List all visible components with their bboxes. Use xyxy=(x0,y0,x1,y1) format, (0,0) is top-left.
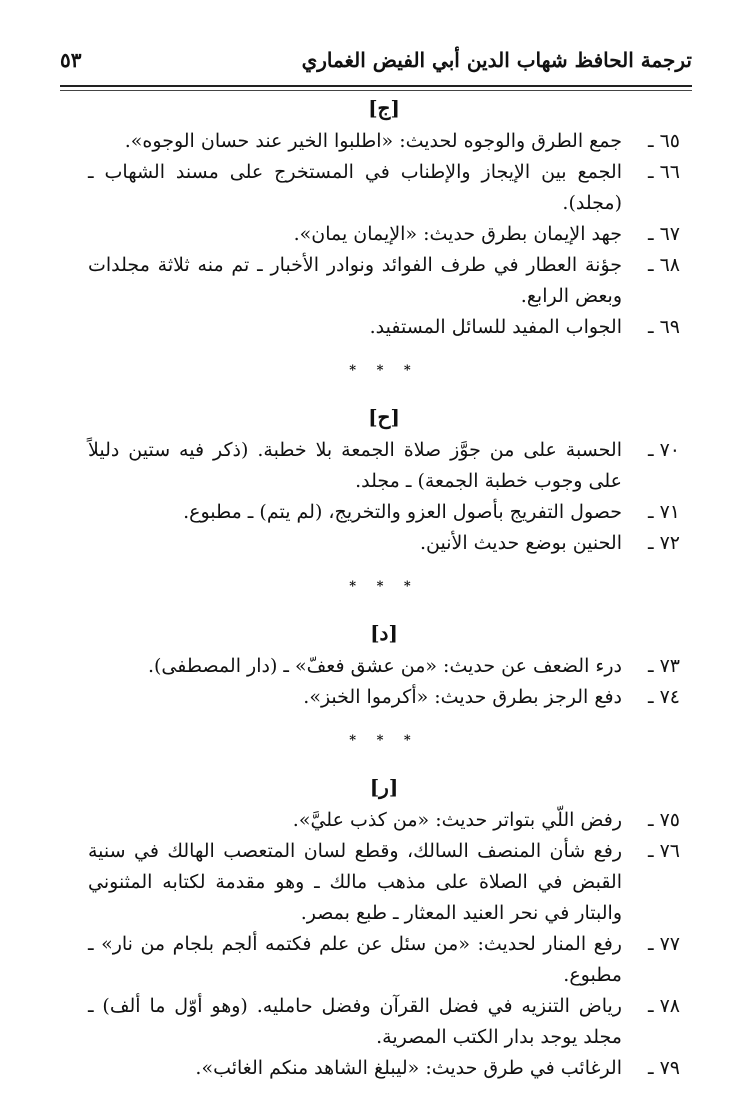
entry-text: جمع الطرق والوجوه لحديث: «اطلبوا الخير عند حسان الوجوه». xyxy=(124,130,622,152)
list-item xyxy=(88,836,680,929)
entry-text: الحنين بوضع حديث الأنين. xyxy=(419,532,622,554)
page-body xyxy=(88,90,680,1084)
list-item xyxy=(88,991,680,1053)
page-header xyxy=(60,38,692,82)
entry-number: ٦٧ ـ xyxy=(647,223,680,245)
list-item xyxy=(88,651,680,682)
entry-text: الرغائب في طرق حديث: «ليبلغ الشاهد منكم الغائب». xyxy=(195,1057,622,1079)
entry-text: الجمع بين الإيجاز والإطناب في المستخرج على مسند الشهاب ـ (مجلد). xyxy=(88,161,622,214)
list-item xyxy=(88,528,680,559)
running-title: ترجمة الحافظ شهاب الدين أبي الفيض الغماري xyxy=(301,48,692,72)
entry-number: ٧٠ ـ xyxy=(647,439,680,461)
entry-text: الحسبة على من جوَّز صلاة الجمعة بلا خطبة. (ذكر فيه ستين دليلاً على وجوب خطبة الجمعة) ـ مجلد. xyxy=(88,439,622,492)
list-item xyxy=(88,497,680,528)
entry-number: ٦٦ ـ xyxy=(647,161,680,183)
entry-text: حصول التفريج بأصول العزو والتخريج، (لم يتم) ـ مطبوع. xyxy=(183,501,622,523)
list-item xyxy=(88,1053,680,1084)
list-item xyxy=(88,157,680,219)
entry-number: ٧٤ ـ xyxy=(647,686,680,708)
entry-number: ٧٥ ـ xyxy=(647,809,680,831)
entry-text: جهد الإيمان بطرق حديث: «الإيمان يمان». xyxy=(293,223,622,245)
list-item xyxy=(88,250,680,312)
entry-number: ٧٦ ـ xyxy=(647,840,680,862)
entry-number: ٦٥ ـ xyxy=(647,130,680,152)
entry-text: الجواب المفيد للسائل المستفيد. xyxy=(369,316,622,338)
section-separator: * * * xyxy=(349,733,419,748)
list-item xyxy=(88,682,680,713)
header-rule xyxy=(60,85,692,87)
entry-number: ٧٨ ـ xyxy=(647,995,680,1017)
entry-number: ٧٣ ـ xyxy=(647,655,680,677)
entry-number: ٧٩ ـ xyxy=(647,1057,680,1079)
entry-text: دفع الرجز بطرق حديث: «أكرموا الخبز». xyxy=(303,686,622,708)
entry-text: رفع شأن المنصف السالك، وقطع لسان المتعصب الهالك في سنية القبض في الصلاة على مذهب مالك ـ وهو مقدمة لكتابه المثنوني والبتار في نحر العنيد المعثار ـ طبع بمصر. xyxy=(88,840,622,924)
section-heading-dal: [د] xyxy=(370,621,398,645)
entry-text: رفض اللّي بتواتر حديث: «من كذب عليَّ». xyxy=(292,809,622,831)
section-separator: * * * xyxy=(349,579,419,594)
list-item xyxy=(88,435,680,497)
list-item xyxy=(88,929,680,991)
entry-text: رفع المنار لحديث: «من سئل عن علم فكتمه ألجم بلجام من نار» ـ مطبوع. xyxy=(88,933,622,986)
entry-text: جؤنة العطار في طرف الفوائد ونوادر الأخبار ـ تم منه ثلاثة مجلدات وبعض الرابع. xyxy=(88,254,622,307)
entry-text: درء الضعف عن حديث: «من عشق فعفّ» ـ (دار المصطفى). xyxy=(147,655,622,677)
entry-number: ٦٨ ـ xyxy=(647,254,680,276)
entry-number: ٧١ ـ xyxy=(647,501,680,523)
list-item xyxy=(88,219,680,250)
entry-number: ٧٢ ـ xyxy=(647,532,680,554)
entry-number: ٦٩ ـ xyxy=(647,316,680,338)
section-separator: * * * xyxy=(349,363,419,378)
section-heading-jim: [ج] xyxy=(368,96,400,120)
section-heading-ha: [ح] xyxy=(368,405,400,429)
list-item xyxy=(88,312,680,343)
entry-number: ٧٧ ـ xyxy=(647,933,680,955)
section-heading-ra: [ر] xyxy=(369,775,399,799)
list-item xyxy=(88,126,680,157)
list-item xyxy=(88,805,680,836)
entry-text: رياض التنزيه في فضل القرآن وفضل حامليه. (وهو أوّل ما ألف) ـ مجلد يوجد بدار الكتب المصرية. xyxy=(88,995,622,1048)
page-number: ٥٣ xyxy=(60,48,82,72)
